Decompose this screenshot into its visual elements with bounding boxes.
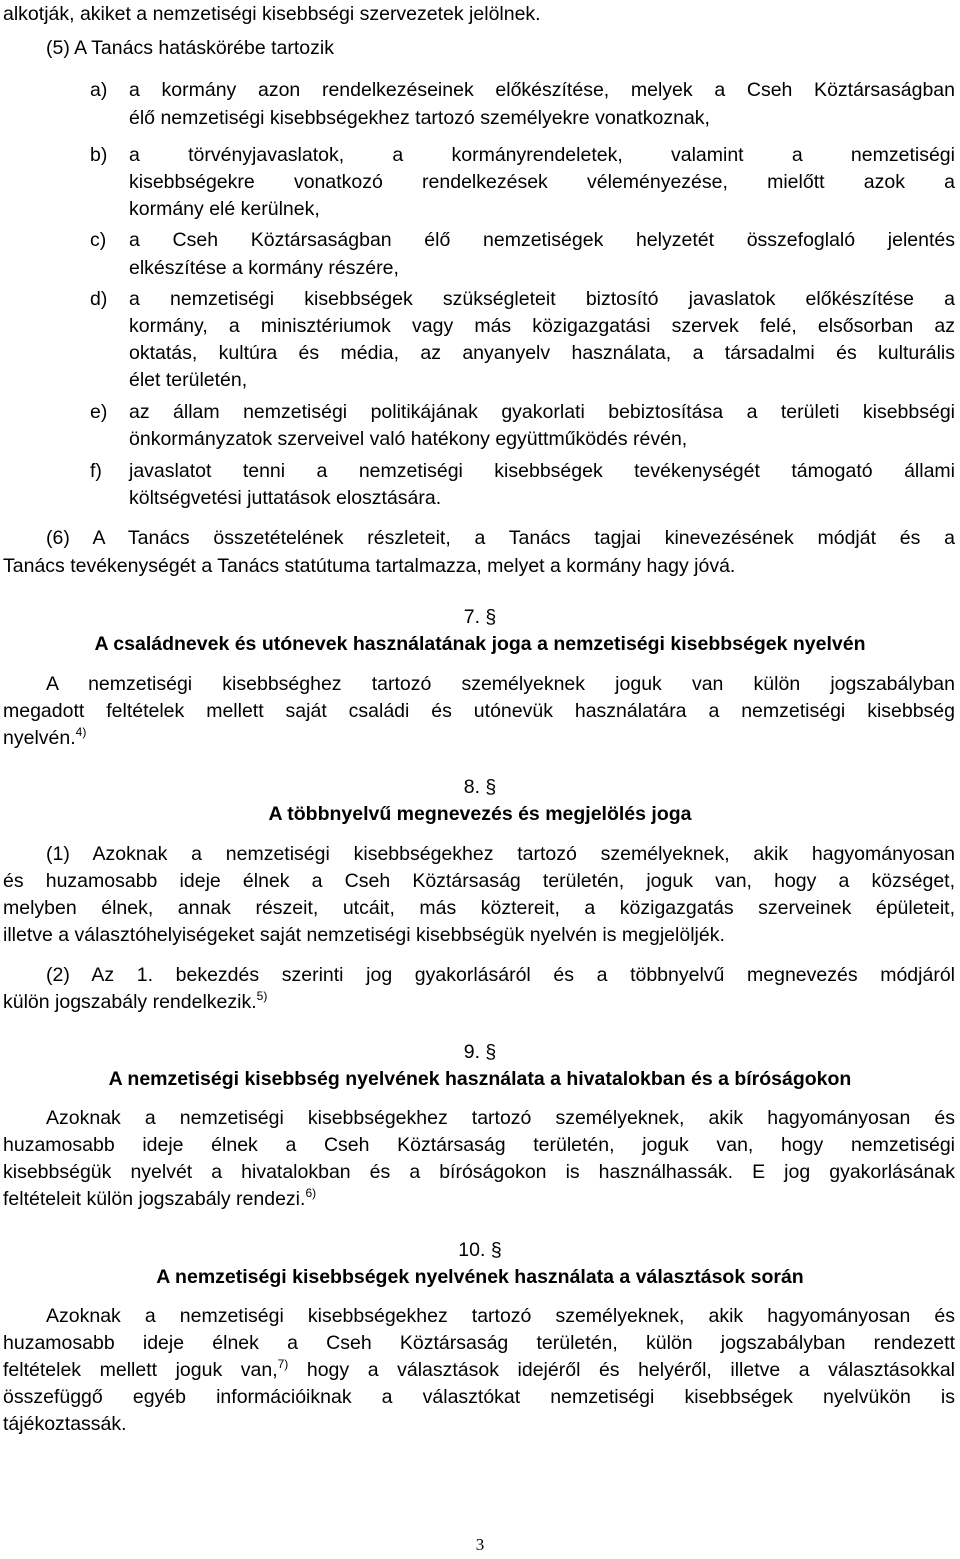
list-item-c-line: a Cseh Köztársaságban élő nemzetiségek helyzetét összefoglaló jelentés bbox=[129, 229, 955, 251]
section-7-text-line: A nemzetiségi kisebbséghez tartozó személyeknek joguk van külön jogszabályban bbox=[46, 673, 955, 695]
section-8-text-line bbox=[3, 988, 267, 1016]
section-10-text-line bbox=[3, 1356, 955, 1384]
section-8-text-end: külön jogszabály rendelkezik. bbox=[3, 991, 257, 1013]
section-sign-icon: § bbox=[485, 1041, 497, 1063]
list-label-d: d) bbox=[90, 288, 108, 310]
page-number: 3 bbox=[475, 1535, 485, 1554]
list-item-c-line: elkészítése a kormány részére, bbox=[129, 257, 399, 279]
section-heading: A többnyelvű megnevezés és megjelölés joga bbox=[268, 803, 692, 825]
section-10-text-line: huzamosabb ideje élnek a Cseh Köztársaság területén, külön jogszabályban rendezett bbox=[3, 1332, 955, 1354]
section-8-text-line: (2) Az 1. bekezdés szerinti jog gyakorlásáról és a többnyelvű megnevezés módjáról bbox=[46, 964, 955, 986]
list-label-c: c) bbox=[90, 229, 107, 251]
section-8-text-line: melyben élnek, annak részeit, utcáit, más köztereit, a közigazgatás szerveinek épületeit, bbox=[3, 897, 955, 919]
section-9-text-line: kisebbségük nyelvét a hivatalokban és a bíróságokon is használhassák. E jog gyakorlásának bbox=[3, 1161, 955, 1183]
list-item-a-line: élő nemzetiségi kisebbségekhez tartozó személyekre vonatkoznak, bbox=[129, 107, 710, 129]
list-item-b-line: kormány elé kerülnek, bbox=[129, 198, 320, 220]
section-number bbox=[0, 773, 960, 801]
section-9-text-line: Azoknak a nemzetiségi kisebbségekhez tartozó személyeknek, akik hagyományosan és bbox=[46, 1107, 955, 1129]
section-9-text-end: feltételeit külön jogszabály rendezi. bbox=[3, 1188, 306, 1210]
section-sign-icon: § bbox=[485, 776, 497, 798]
list-item-d-line: oktatás, kultúra és média, az anyanyelv használata, a társadalmi és kulturális bbox=[129, 342, 955, 364]
footnote-marker: 4) bbox=[75, 725, 87, 739]
section-8-text-line: (1) Azoknak a nemzetiségi kisebbségekhez tartozó személyeknek, akik hagyományosan bbox=[46, 843, 955, 865]
list-label-e: e) bbox=[90, 401, 108, 423]
section-8-text-line: és huzamosabb ideje élnek a Cseh Köztársaság területén, joguk van, hogy a községet, bbox=[3, 870, 955, 892]
footnote-marker: 6) bbox=[305, 1186, 317, 1200]
section-7-text-end: nyelvén. bbox=[3, 727, 76, 749]
section-number-text: 9. bbox=[463, 1041, 480, 1063]
list-item-e-line: az állam nemzetiségi politikájának gyakorlati bebiztosítása a területi kisebbségi bbox=[129, 401, 955, 423]
section-10-text-line: összefüggő egyéb információiknak a választókat nemzetiségi kisebbségek nyelvükön is bbox=[3, 1386, 955, 1408]
section-heading: A nemzetiségi kisebbségek nyelvének használata a választások során bbox=[156, 1266, 804, 1288]
section-number bbox=[0, 603, 960, 631]
footnote-marker: 7) bbox=[277, 1357, 289, 1371]
body-text: alkotják, akiket a nemzetiségi kisebbségi szervezetek jelölnek. bbox=[3, 3, 541, 25]
footnote-marker: 5) bbox=[256, 989, 268, 1003]
list-item-f-line: javaslatot tenni a nemzetiségi kisebbségek tevékenységét támogató állami bbox=[129, 460, 955, 482]
paragraph-6-line: Tanács tevékenységét a Tanács statútuma tartalmazza, melyet a kormány hagy jóvá. bbox=[3, 555, 736, 577]
list-label-a: a) bbox=[90, 79, 108, 101]
section-heading: A nemzetiségi kisebbség nyelvének használata a hivatalokban és a bíróságokon bbox=[108, 1068, 852, 1090]
section-8-text-line: illetve a választóhelyiségeket saját nemzetiségi kisebbségük nyelvén is megjelöljék. bbox=[3, 924, 725, 946]
section-9-text-line: huzamosabb ideje élnek a Cseh Köztársaság területén, joguk van, hogy nemzetiségi bbox=[3, 1134, 955, 1156]
paragraph-5-intro: (5) A Tanács hatáskörébe tartozik bbox=[46, 37, 334, 59]
list-item-b-line: a törvényjavaslatok, a kormányrendeletek, valamint a nemzetiségi bbox=[129, 144, 955, 166]
list-item-e-line: önkormányzatok szerveivel való hatékony együttműködés révén, bbox=[129, 428, 688, 450]
section-number-text: 10. bbox=[458, 1239, 486, 1261]
list-item-d-line: a nemzetiségi kisebbségek szükségleteit biztosító javaslatok előkészítése a bbox=[129, 288, 955, 310]
list-item-f-line: költségvetési juttatások elosztására. bbox=[129, 487, 442, 509]
list-label-f: f) bbox=[90, 460, 102, 482]
list-item-d-line: élet területén, bbox=[129, 369, 248, 391]
section-10-text-line: tájékoztassák. bbox=[3, 1413, 127, 1435]
section-heading: A családnevek és utónevek használatának joga a nemzetiségi kisebbségek nyelvén bbox=[94, 633, 866, 655]
section-9-text-line bbox=[3, 1185, 316, 1213]
list-item-d-line: kormány, a minisztériumok vagy más közigazgatási szervek felé, elsősorban az bbox=[129, 315, 955, 337]
section-sign-icon: § bbox=[485, 606, 497, 628]
section-number bbox=[0, 1236, 960, 1264]
section-7-text-line: megadott feltételek mellett saját családi és utónevük használatára a nemzetiségi kisebbség bbox=[3, 700, 955, 722]
section-number bbox=[0, 1038, 960, 1066]
list-item-a-line: a kormány azon rendelkezéseinek előkészítése, melyek a Cseh Köztársaságban bbox=[129, 79, 955, 101]
paragraph-6-line: (6) A Tanács összetételének részleteit, a Tanács tagjai kinevezésének módját és a bbox=[46, 527, 955, 549]
section-10-text-part: feltételek mellett joguk van, bbox=[3, 1359, 278, 1381]
list-item-b-line: kisebbségekre vonatkozó rendelkezések véleményezése, mielőtt azok a bbox=[129, 171, 955, 193]
section-10-text-part: hogy a választások idejéről és helyéről, illetve a választásokkal bbox=[306, 1359, 955, 1381]
section-number-text: 7. bbox=[463, 606, 480, 628]
section-10-text-line: Azoknak a nemzetiségi kisebbségekhez tartozó személyeknek, akik hagyományosan és bbox=[46, 1305, 955, 1327]
list-label-b: b) bbox=[90, 144, 108, 166]
section-sign-icon: § bbox=[490, 1239, 502, 1261]
section-7-text-line bbox=[3, 724, 86, 752]
section-number-text: 8. bbox=[463, 776, 480, 798]
